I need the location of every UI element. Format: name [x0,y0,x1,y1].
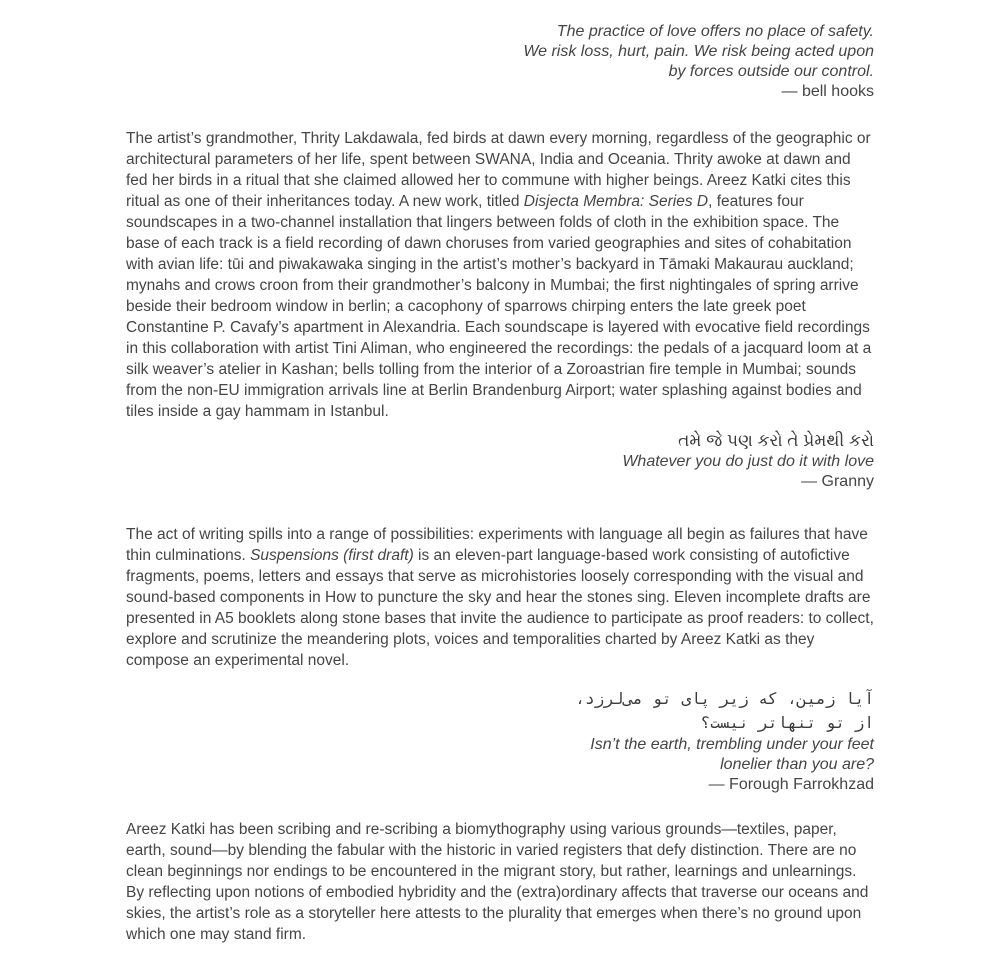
quote-translation-line: Isn’t the earth, trembling under your feet [590,736,874,753]
paragraph-disjecta-membra [126,128,874,422]
paragraph-biomythography [126,819,874,945]
quote-attribution: — Granny [801,473,874,490]
quote-bell-hooks [126,22,874,102]
quote-attribution: — bell hooks [781,83,874,100]
quote-line: The practice of love offers no place of safety. [556,23,874,40]
text-segment: The act of writing spills into a range of possibilities: experiments with language all begin as failures that have thin culminations. [126,526,868,564]
quote-attribution: — Forough Farrokhzad [708,776,874,793]
quote-original-gujarati: તમે જે પણ કરો તે પ્રેમથી કરો [678,431,874,450]
quote-translation-line: lonelier than you are? [720,756,874,773]
quote-line: We risk loss, hurt, pain. We risk being acted upon [523,43,874,60]
quote-translation: Whatever you do just do it with love [622,453,874,470]
work-title-italic: Suspensions (first draft) [250,547,414,564]
quote-farrokhzad [126,687,874,795]
text-segment: The artist’s grandmother, Thrity Lakdawala, fed birds at dawn every morning, regardless of the geographic or architectural parameters of her life, spent between SWANA, India and Oceania. Thrity awoke at dawn and fed her birds in a ritual that she claimed allowed her to commune with higher beings. Areez Katki cites this ritual as one of their inheritances today. A new work, titled [126,130,871,210]
work-title-italic: Disjecta Membra: Series D [523,193,709,210]
text-segment: is an eleven-part language-based work consisting of autofictive fragments, poems, letters and essays that serve as microhistories loosely corresponding with the visual and sound-based components in How to puncture the sky and hear the stones sing. Eleven incomplete drafts are presented in A5 booklets along stone bases that invite the audience to participate as proof readers: to collect, explore and scrutinize the meandering plots, voices and temporalities charted by Areez Katki as they compose an experimental novel. [126,547,874,669]
quote-original-persian-line: آیا زمین، که زیر پای تو می‌لرزد، [575,689,874,708]
paragraph-suspensions [126,524,874,671]
quote-original-persian-line: از تو تنهاتر نیست؟ [700,713,874,732]
text-segment: Areez Katki has been scribing and re-scribing a biomythography using various grounds—textiles, paper, earth, sound—by blending the fabular with the historic in varied registers that defy distinction. There are no clean beginnings nor endings to be encountered in the migrant story, but rather, learnings and unlearnings. By reflecting upon notions of embodied hybridity and the (extra)ordinary affects that traverse our oceans and skies, the artist’s role as a storyteller here attests to the plurality that emerges when there’s no ground upon which one may stand firm. [126,821,869,943]
text-segment: , features four soundscapes in a two-channel installation that lingers between folds of cloth in the exhibition space. The base of each track is a field recording of dawn choruses from varied geographies and sites of cohabitation with avian life: tūi and piwakawaka singing in the artist’s mother’s backyard in Tāmaki Makaurau auckland; mynahs and crows croon from their grandmother’s balcony in Mumbai; the first nightingales of spring arrive beside their bedroom window in berlin; a cacophony of sparrows chirping enters the late greek poet Constantine P. Cavafy’s apartment in Alexandria. Each soundscape is layered with evocative field recordings in this collaboration with artist Tini Aliman, who engineered the recordings: the pedals of a jacquard loom at a silk weaver’s atelier in Kashan; bells tolling from the interior of a Zoroastrian fire temple in Mumbai; sounds from the non-EU immigration arrivals line at Berlin Brandenburg Airport; water splashing against bodies and tiles inside a gay hammam in Istanbul. [126,193,872,420]
quote-line: by forces outside our control. [668,63,874,80]
quote-granny [126,430,874,492]
